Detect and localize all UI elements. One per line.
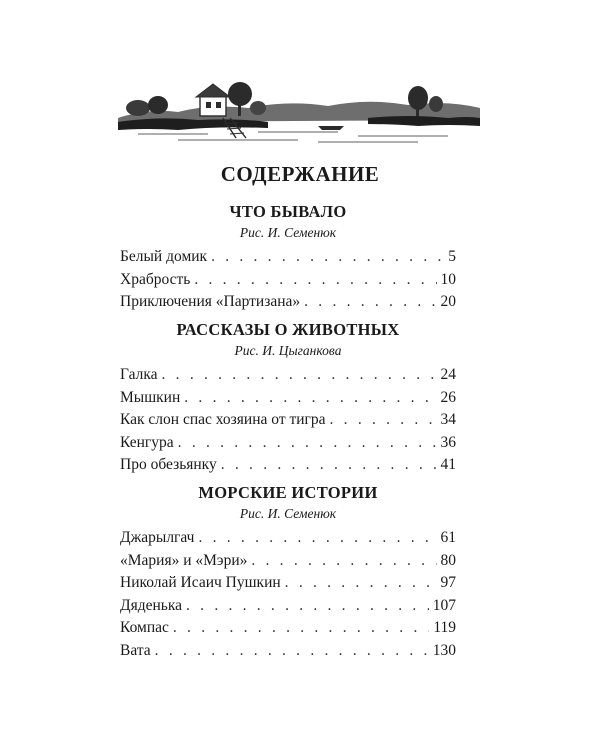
dot-leader	[251, 550, 436, 573]
entry-page: 34	[440, 411, 456, 429]
toc-entry[interactable]	[120, 409, 456, 432]
toc-entry[interactable]	[120, 595, 456, 618]
toc-entry[interactable]	[120, 617, 456, 640]
toc-entry[interactable]	[120, 550, 456, 573]
section-title: ЧТО БЫВАЛО	[229, 202, 347, 221]
toc-entry[interactable]	[120, 387, 456, 410]
illustrator-credit: Рис. И. Семенюк	[239, 506, 337, 521]
entry-page: 24	[440, 366, 456, 383]
dot-leader	[221, 454, 437, 477]
toc-entry[interactable]	[120, 640, 456, 663]
entry-title: Компас	[120, 619, 169, 637]
page-title: СОДЕРЖАНИЕ	[220, 162, 380, 186]
entry-title: Кенгура	[120, 433, 174, 451]
toc-entry[interactable]	[120, 432, 456, 455]
dot-leader	[304, 291, 436, 314]
entry-title: Мышкин	[120, 388, 181, 406]
toc-entry[interactable]	[120, 572, 456, 595]
entry-page: 97	[440, 574, 456, 592]
entry-title: Храбрость	[120, 270, 191, 288]
toc-section	[120, 200, 456, 314]
toc-entry[interactable]	[120, 246, 456, 269]
entry-page: 26	[440, 388, 456, 406]
entry-page: 80	[440, 551, 456, 569]
entry-title: Приключения «Партизана»	[120, 293, 301, 311]
entry-title: Дяденька	[120, 596, 183, 614]
entry-title: Джарылгач	[120, 529, 195, 546]
entry-title: Вата	[120, 641, 151, 659]
toc-entry[interactable]	[120, 364, 456, 387]
toc-entry[interactable]	[120, 269, 456, 292]
toc-entry[interactable]	[120, 454, 456, 477]
dot-leader	[155, 640, 429, 663]
dot-leader	[194, 269, 436, 292]
toc-section	[120, 318, 456, 477]
illustrator-credit: Рис. И. Цыганкова	[234, 343, 342, 358]
dot-leader	[330, 409, 437, 432]
entry-page: 61	[440, 529, 456, 546]
toc-entry[interactable]	[120, 291, 456, 314]
dot-leader	[186, 595, 429, 618]
dot-leader	[285, 572, 437, 595]
toc-entry[interactable]	[120, 527, 456, 550]
entry-page: 5	[448, 248, 456, 265]
section-title: МОРСКИЕ ИСТОРИИ	[198, 483, 378, 502]
entry-title: Как слон спас хозяина от тигра	[120, 411, 326, 429]
entry-title: «Мария» и «Мэри»	[120, 551, 248, 569]
entry-title: Николай Исаич Пушкин	[120, 574, 281, 592]
entry-page: 41	[440, 456, 456, 474]
section-title: РАССКАЗЫ О ЖИВОТНЫХ	[176, 320, 400, 339]
entry-page: 107	[432, 596, 456, 614]
dot-leader	[211, 246, 444, 269]
entry-title: Белый домик	[120, 248, 208, 265]
dot-leader	[198, 527, 436, 550]
entry-title: Галка	[120, 366, 158, 383]
entry-page: 36	[440, 433, 456, 451]
entry-page: 20	[440, 293, 456, 311]
dot-leader	[178, 432, 437, 455]
entry-page: 119	[433, 619, 456, 637]
toc-section	[120, 481, 456, 663]
entry-title: Про обезьянку	[120, 456, 217, 474]
entry-page: 130	[432, 641, 456, 659]
illustrator-credit: Рис. И. Семенюк	[239, 225, 337, 240]
entry-page: 10	[440, 270, 456, 288]
landscape-vignette	[118, 78, 480, 146]
dot-leader	[162, 364, 437, 387]
dot-leader	[173, 617, 429, 640]
dot-leader	[184, 387, 436, 410]
